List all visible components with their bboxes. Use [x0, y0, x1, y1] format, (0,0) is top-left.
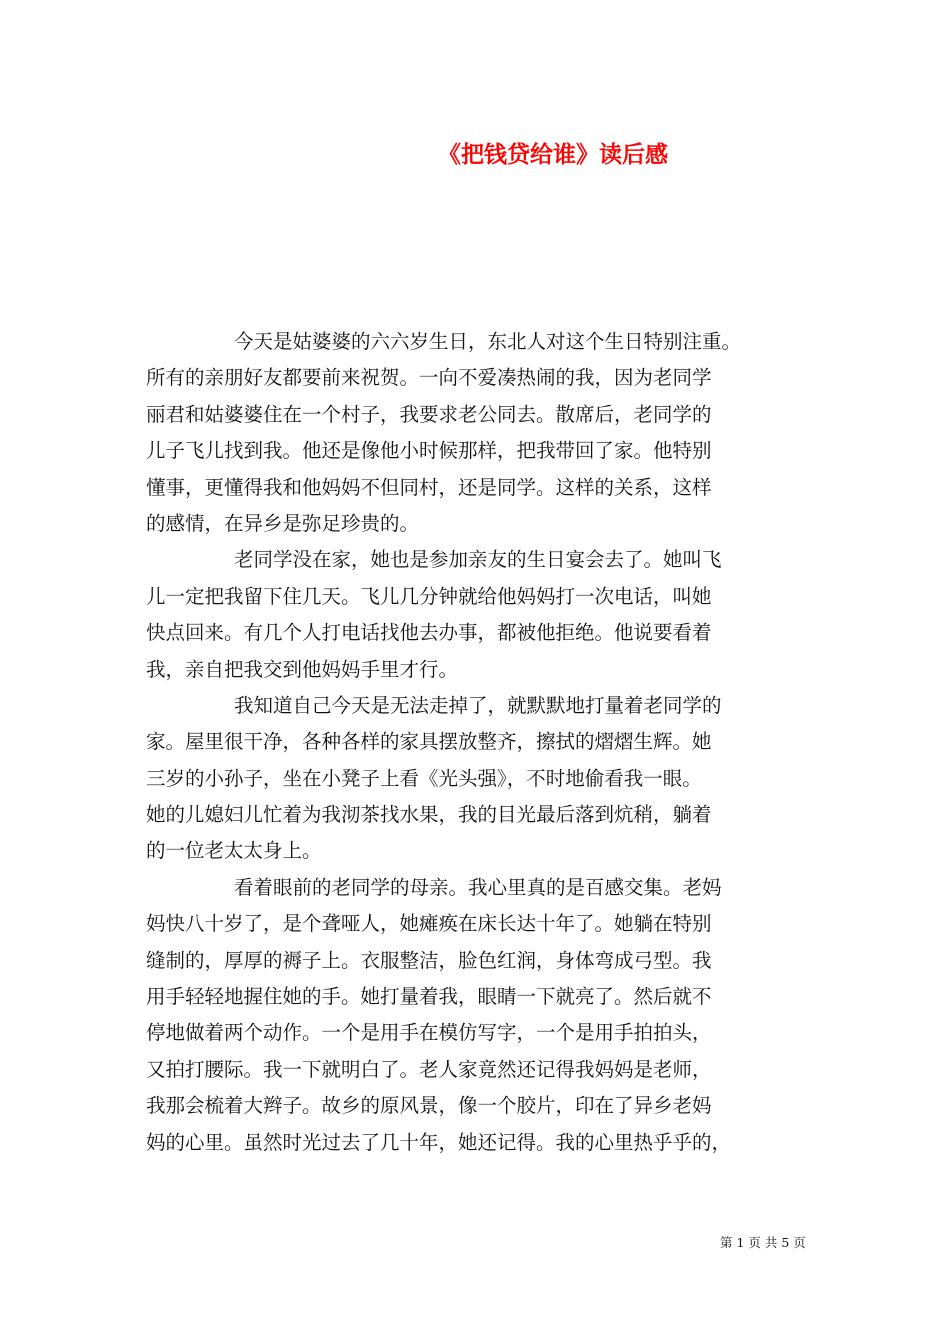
text-line: 的一位老太太身上。 — [146, 839, 322, 863]
text-line: 妈的心里。虽然时光过去了几十年，她还记得。我的心里热乎乎的， — [146, 1130, 732, 1154]
text-span: 老同学没在家，她也是参加亲友的生日宴会去了。她叫飞 — [234, 548, 722, 572]
text-line: 丽君和姑婆婆住在一个村子，我要求老公同去。散席后，老同学的 — [146, 402, 712, 426]
text-span: 今天是姑婆婆的六六岁生日，东北人对这个生日特别注重。 — [234, 330, 742, 353]
text-line: 的感情，在异乡是弥足珍贵的。 — [146, 511, 420, 535]
text-span: 看着眼前的老同学的母亲。我心里真的是百感交集。老妈 — [234, 875, 722, 899]
text-line: 我那会梳着大辫子。故乡的原风景，像一个胶片，印在了异乡老妈 — [146, 1094, 712, 1118]
paragraph — [146, 870, 826, 1161]
text-line: 懂事，更懂得我和他妈妈不但同村，还是同学。这样的关系，这样 — [146, 475, 712, 499]
page-number-footer: 第 1 页 共 5 页 — [720, 1235, 806, 1250]
text-line: 所有的亲朋好友都要前来祝贺。一向不爱凑热闹的我，因为老同学 — [146, 366, 712, 390]
text-line: 三岁的小孙子，坐在小凳子上看《光头强》，不时地偷看我一眼。 — [146, 766, 702, 790]
text-line — [146, 324, 826, 360]
document-body — [146, 324, 826, 1161]
paragraph — [146, 688, 826, 870]
text-line: 又拍打腰际。我一下就明白了。老人家竟然还记得我妈妈是老师， — [146, 1057, 712, 1081]
text-line: 妈快八十岁了，是个聋哑人，她瘫痪在床长达十年了。她躺在特别 — [146, 912, 712, 936]
text-line — [146, 688, 826, 724]
text-span: 我知道自己今天是无法走掉了，就默默地打量着老同学的 — [234, 693, 722, 717]
text-line — [146, 870, 826, 906]
text-line: 用手轻轻地握住她的手。她打量着我，眼睛一下就亮了。然后就不 — [146, 985, 712, 1009]
text-line: 快点回来。有几个人打电话找他去办事，都被他拒绝。他说要看着 — [146, 621, 712, 645]
paragraph — [146, 542, 826, 688]
document-title: 《把钱贷给谁》读后感 — [438, 141, 668, 168]
text-line: 她的儿媳妇儿忙着为我沏茶找水果，我的目光最后落到炕稍，躺着 — [146, 803, 712, 827]
text-line — [146, 542, 826, 578]
text-line: 我，亲自把我交到他妈妈手里才行。 — [146, 657, 459, 681]
text-line: 儿子飞儿找到我。他还是像他小时候那样，把我带回了家。他特别 — [146, 439, 712, 463]
text-line: 儿一定把我留下住几天。飞儿几分钟就给他妈妈打一次电话，叫她 — [146, 584, 712, 608]
text-line: 缝制的，厚厚的褥子上。衣服整洁，脸色红润，身体弯成弓型。我 — [146, 948, 712, 972]
text-line: 停地做着两个动作。一个是用手在模仿写字，一个是用手拍拍头， — [146, 1021, 712, 1045]
paragraph — [146, 324, 826, 542]
text-line: 家。屋里很干净，各种各样的家具摆放整齐，擦拭的熠熠生辉。她 — [146, 730, 712, 754]
